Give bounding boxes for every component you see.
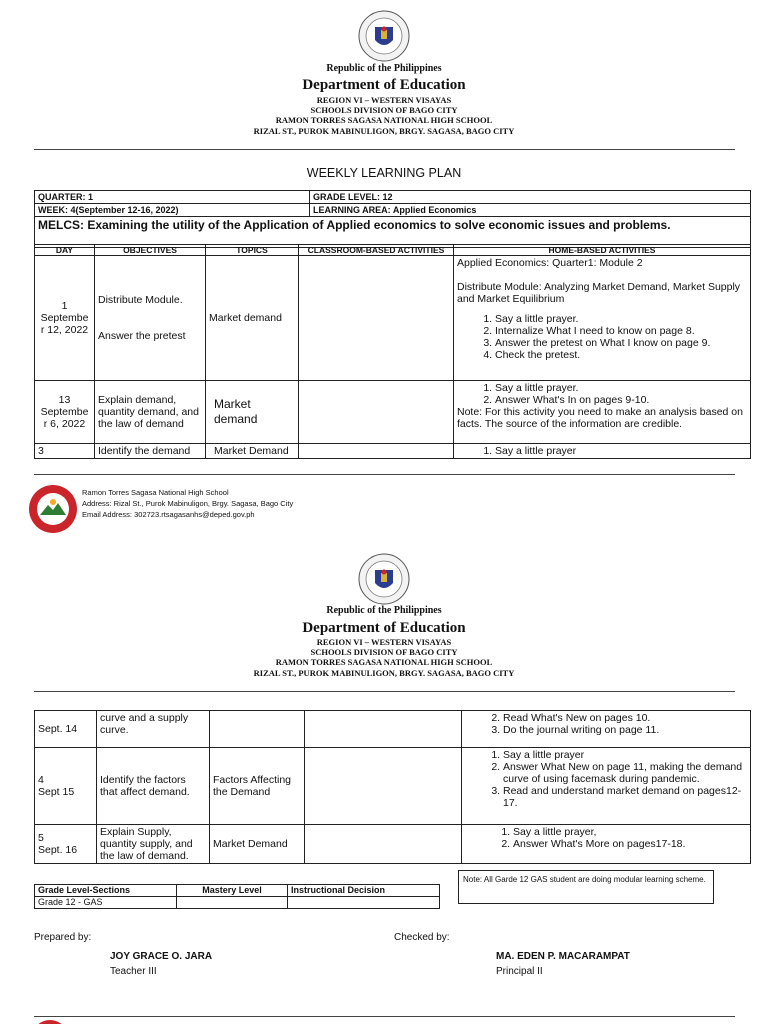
table-row [35, 711, 751, 748]
objectives-cell: Explain demand, quantity demand, and the law of demand [95, 381, 206, 444]
republic-text: Republic of the Philippines [326, 605, 442, 616]
doc-title: WEEKLY LEARNING PLAN [306, 166, 462, 180]
topic-cell: Factors Affecting the Demand [210, 748, 305, 825]
home-list [465, 749, 747, 809]
address-text: RIZAL ST., PUROK MABINULIGON, BRGY. SAGASA, BAGO CITY [253, 126, 515, 136]
mastery-header-row [35, 885, 440, 897]
home-cell [462, 748, 751, 825]
checked-title: Principal II [496, 966, 543, 977]
lesson-table-continued [34, 710, 751, 864]
list-item: 3. Do the journal writing on page 11. [503, 724, 747, 736]
day-cell: 13 Septembe r 6, 2022 [35, 381, 95, 444]
home-list [457, 445, 747, 457]
objectives-cell [95, 256, 206, 381]
home-cell [462, 825, 751, 864]
day-cell [35, 825, 97, 864]
col-home: HOME-BASED ACTIVITIES [454, 245, 751, 256]
day-cell [35, 748, 97, 825]
home-cell [454, 444, 751, 459]
table-row [35, 825, 751, 864]
list-item: 1. Say a little prayer [503, 749, 747, 761]
prepared-name: JOY GRACE O. JARA [110, 951, 213, 962]
mastery-col-decision: Instructional Decision [288, 885, 440, 897]
division-text: SCHOOLS DIVISION OF BAGO CITY [310, 105, 458, 115]
home-note: Note: For this activity you need to make an analysis based on facts. The source of the information are credible. [457, 406, 743, 430]
department-title: Department of Education [302, 77, 466, 93]
objective-text: Answer the pretest [98, 330, 186, 342]
footer-email: Email Address: 302723.rtsagasanhs@deped.gov.ph [82, 510, 255, 519]
home-cell [462, 711, 751, 748]
day-number: 4 [38, 774, 44, 786]
region-text: REGION VI – WESTERN VISAYAS [316, 95, 452, 105]
melcs-cell: MELCS: Examining the utility of the Application of Applied economics to solve economic issues and problems. [35, 217, 751, 248]
list-item: 1. Say a little prayer. [495, 313, 747, 325]
prepared-title: Teacher III [110, 966, 157, 977]
footer-address: Address: Rizal St., Purok Mabinuligon, Brgy. Sagasa, Bago City [82, 499, 294, 508]
col-day: DAY [35, 245, 95, 256]
mastery-table [34, 884, 440, 909]
day-date: Sept. 16 [38, 844, 78, 856]
list-item: 2. Answer What New on page 11, making the demand curve of using facemask during pandemic. [503, 761, 747, 785]
day-date: Sept 15 [38, 786, 75, 798]
school-text: RAMON TORRES SAGASA NATIONAL HIGH SCHOOL [275, 657, 493, 667]
header-divider [34, 149, 735, 150]
objectives-cell: Explain Supply, quantity supply, and the law of demand. [97, 825, 210, 864]
table-row [35, 444, 751, 459]
checked-name: MA. EDEN P. MACARAMPAT [496, 951, 630, 962]
list-item: 2. Read What's New on pages 10. [503, 712, 747, 724]
lesson-table [34, 244, 751, 459]
deped-seal-icon [358, 10, 410, 62]
home-cell [454, 256, 751, 381]
home-list [465, 826, 747, 850]
republic-text: Republic of the Philippines [326, 63, 442, 74]
division-text: SCHOOLS DIVISION OF BAGO CITY [310, 647, 458, 657]
list-item: 2. Answer What's More on pages17-18. [513, 838, 747, 850]
mastery-col-section: Grade Level-Sections [35, 885, 177, 897]
table-row [35, 256, 751, 381]
footer-divider [34, 474, 735, 475]
day-number: 5 [38, 832, 44, 844]
topic-cell: Market demand [206, 256, 299, 381]
table-row [35, 748, 751, 825]
table-row [35, 381, 751, 444]
col-classroom: CLASSROOM-BASED ACTIVITIES [299, 245, 454, 256]
classroom-cell [299, 444, 454, 459]
classroom-cell [299, 256, 454, 381]
list-item: 3. Read and understand market demand on pages12-17. [503, 785, 747, 809]
objectives-cell: Identify the demand [95, 444, 206, 459]
checked-label: Checked by: [394, 932, 450, 943]
home-list [457, 382, 747, 406]
home-list [457, 313, 747, 361]
home-cell [454, 381, 751, 444]
list-item: 1. Say a little prayer. [495, 382, 747, 394]
objectives-cell: curve and a supply curve. [97, 711, 210, 748]
table-header-row [35, 245, 751, 256]
topic-cell: Market Demand [206, 444, 299, 459]
address-text: RIZAL ST., PUROK MABINULIGON, BRGY. SAGASA, BAGO CITY [253, 668, 515, 678]
classroom-cell [305, 748, 462, 825]
department-title: Department of Education [302, 620, 466, 636]
table-row [35, 897, 440, 909]
day-cell: Sept. 14 [35, 711, 97, 748]
quarter-cell: QUARTER: 1 [35, 191, 310, 204]
day-cell: 1 Septembe r 12, 2022 [35, 256, 95, 381]
classroom-cell [299, 381, 454, 444]
region-text: REGION VI – WESTERN VISAYAS [316, 637, 452, 647]
home-intro: Distribute Module: Analyzing Market Demand, Market Supply and Market Equilibrium [457, 281, 741, 305]
mastery-section-cell: Grade 12 - GAS [35, 897, 177, 909]
school-logo-icon [30, 1019, 70, 1024]
learning-area-cell: LEARNING AREA: Applied Economics [310, 204, 751, 217]
school-text: RAMON TORRES SAGASA NATIONAL HIGH SCHOOL [275, 115, 493, 125]
list-item: 2. Internalize What I need to know on page 8. [495, 325, 747, 337]
list-item: 1. Say a little prayer [495, 445, 747, 457]
deped-seal-icon [358, 553, 410, 605]
footer-school: Ramon Torres Sagasa National High School [82, 488, 229, 497]
list-item: 2. Answer What's In on pages 9-10. [495, 394, 747, 406]
mastery-decision-cell [288, 897, 440, 909]
footer-divider [34, 1016, 735, 1017]
objective-text: Distribute Module. [98, 294, 183, 306]
col-topics: TOPICS [206, 245, 299, 256]
header-divider [34, 691, 735, 692]
home-list [465, 712, 747, 736]
week-cell: WEEK: 4(September 12-16, 2022) [35, 204, 310, 217]
school-logo-icon [28, 484, 78, 534]
objectives-cell: Identify the factors that affect demand. [97, 748, 210, 825]
topic-cell: Market demand [206, 381, 299, 444]
topic-cell: Market Demand [210, 825, 305, 864]
mastery-level-cell [177, 897, 288, 909]
col-objectives: OBJECTIVES [95, 245, 206, 256]
classroom-cell [305, 825, 462, 864]
day-cell: 3 [35, 444, 95, 459]
grade-level-cell: GRADE LEVEL: 12 [310, 191, 751, 204]
info-table [34, 190, 751, 248]
prepared-label: Prepared by: [34, 932, 92, 943]
classroom-cell [305, 711, 462, 748]
list-item: 4. Check the pretest. [495, 349, 747, 361]
list-item: 1. Say a little prayer, [513, 826, 747, 838]
list-item: 3. Answer the pretest on What I know on page 9. [495, 337, 747, 349]
topic-cell [210, 711, 305, 748]
modular-note: Note: All Garde 12 GAS student are doing modular learning scheme. [458, 870, 714, 904]
home-intro: Applied Economics: Quarter1: Module 2 [457, 257, 643, 269]
mastery-col-level: Mastery Level [177, 885, 288, 897]
